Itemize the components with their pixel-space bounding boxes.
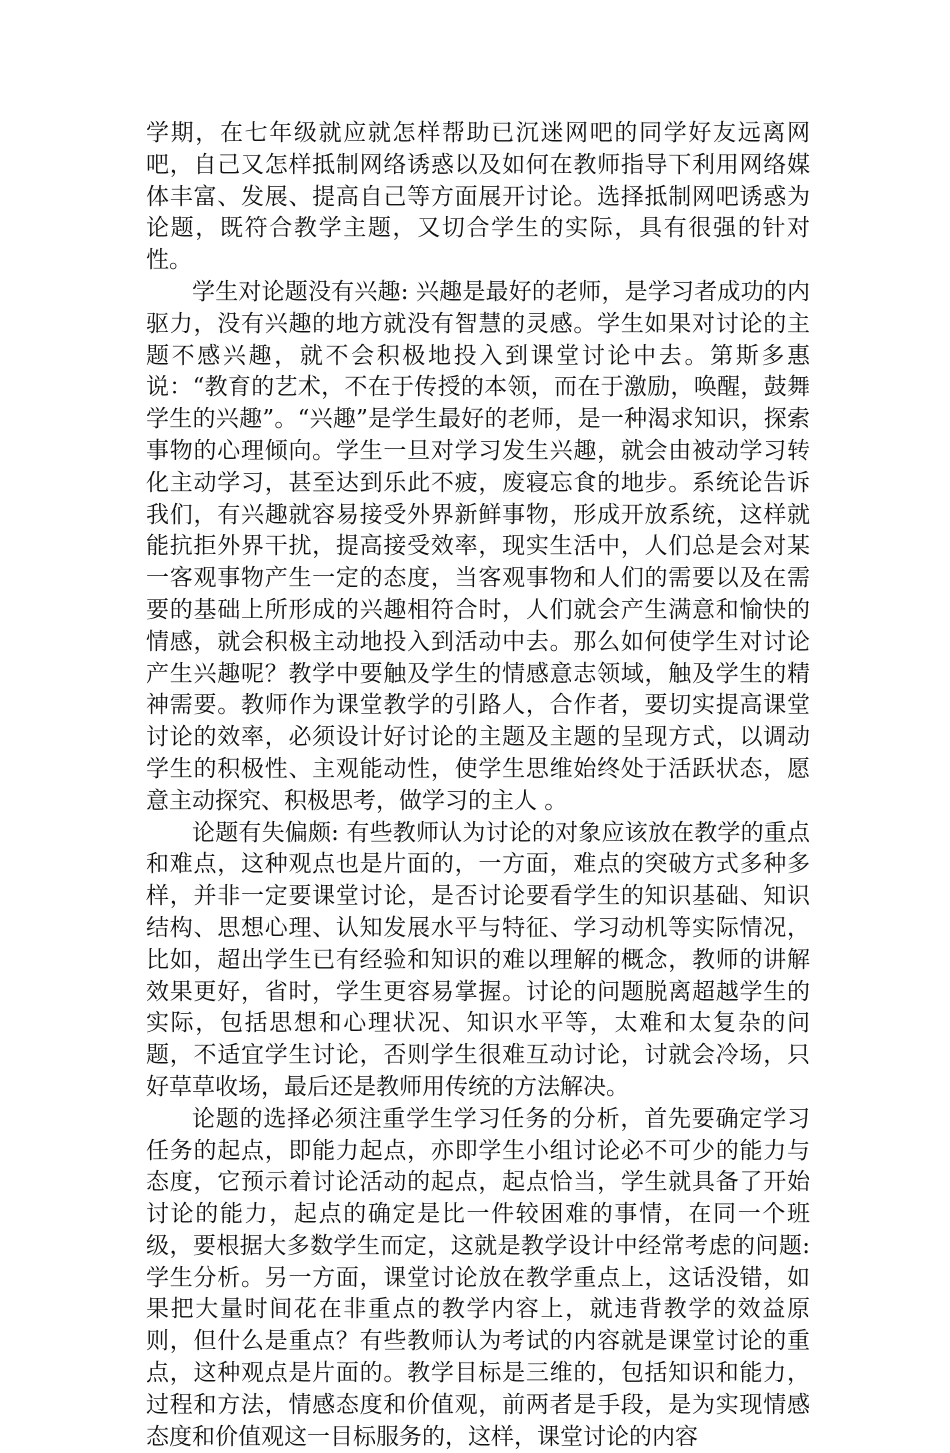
paragraph-2: 学生对论题没有兴趣: 兴趣是最好的老师，是学习者成功的内驱力，没有兴趣的地方就没有智慧的灵感。学生如果对讨论的主题不感兴趣，就不会积极地投入到课堂讨论中去。第斯多惠说：“教育的艺术，不在于传授的本领，而在于激励，唤醒，鼓舞学生的兴趣”。“兴趣”是学生最好的老师，是一种渴求知识，探索事物的心理倾向。学生一旦对学习发生兴趣，就会由被动学习转化主动学习，甚至达到乐此不疲，废寝忘食的地步。系统论告诉我们，有兴趣就容易接受外界新鲜事物，形成开放系统，这样就能抗拒外界干扰，提高接受效率，现实生活中，人们总是会对某一客观事物产生一定的态度，当客观事物和人们的需要以及在需要的基础上所形成的兴趣相符合时，人们就会产生满意和愉快的情感，就会积极主动地投入到活动中去。那么如何使学生对讨论产生兴趣呢？教学中要触及学生的情感意志领域，触及学生的精神需要。教师作为课堂教学的引路人，合作者，要切实提高课堂讨论的效率，必须设计好讨论的主题及主题的呈现方式，以调动学生的积极性、主观能动性，使学生思维始终处于活跃状态，愿意主动探究、积极思考，做学习的主人 。: [146, 278, 810, 814]
paragraph-4: 论题的选择必须注重学生学习任务的分析，首先要确定学习任务的起点，即能力起点，亦即学生小组讨论必不可少的能力与态度，它预示着讨论活动的起点，起点恰当，学生就具备了开始讨论的能力，起点的确定是比一件较困难的事情，在同一个班级，要根据大多数学生而定，这就是教学设计中经常考虑的问题: 学生分析。另一方面，课堂讨论放在教学重点上，这话没错，如果把大量时间花在非重点的教学内容上，就违背教学的效益原则，但什么是重点？有些教师认为考试的内容就是课堂讨论的重点，这种观点是片面的。教学目标是三维的，包括知识和能力，过程和方法，情感态度和价值观，前两者是手段，是为实现情感态度和价值观这一目标服务的，这样，课堂讨论的内容: [146, 1105, 810, 1450]
paragraph-3: 论题有失偏颇: 有些教师认为讨论的对象应该放在教学的重点和难点，这种观点也是片面的，一方面，难点的突破方式多种多样，并非一定要课堂讨论，是否讨论要看学生的知识基础、知识结构、思想心理、认知发展水平与特征、学习动机等实际情况，比如，超出学生已有经验和知识的难以理解的概念，教师的讲解效果更好，省时，学生更容易掌握。讨论的问题脱离超越学生的实际，包括思想和心理状况、知识水平等，太难和太复杂的问题，不适宜学生讨论，否则学生很难互动讨论，讨就会冷场，只好草草收场，最后还是教师用传统的方法解决。: [146, 819, 810, 1100]
document-body: [146, 118, 810, 1453]
paragraph-1: 学期，在七年级就应就怎样帮助已沉迷网吧的同学好友远离网吧，自己又怎样抵制网络诱惑以及如何在教师指导下利用网络媒体丰富、发展、提高自己等方面展开讨论。选择抵制网吧诱惑为论题，既符合教学主题，又切合学生的实际，具有很强的针对性。: [146, 120, 810, 274]
